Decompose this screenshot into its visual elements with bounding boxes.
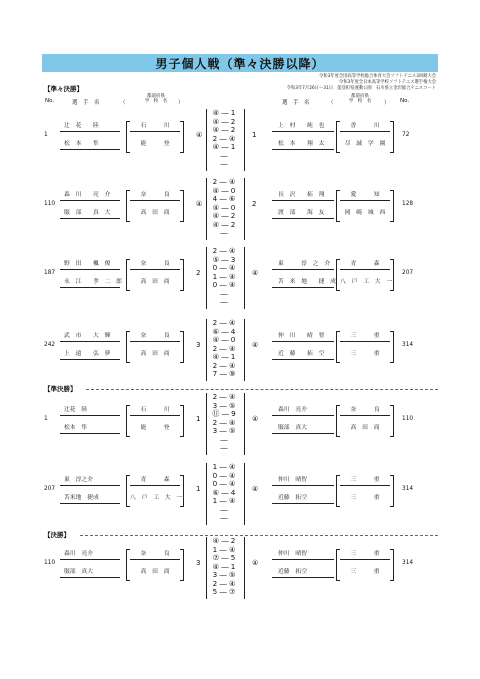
player-name-right-2: 苫 米 地 捷 成 bbox=[278, 279, 336, 285]
game-scores bbox=[208, 247, 240, 307]
game-score: ― bbox=[220, 150, 228, 160]
bracket-right bbox=[180, 259, 184, 291]
games-won-left: 1 bbox=[196, 415, 201, 423]
player-name-left-2: 永 江 孝 二 郎 bbox=[64, 279, 122, 285]
game-score: 1 ― ④ bbox=[212, 496, 236, 505]
games-won-left: 2 bbox=[196, 269, 201, 277]
name-underline bbox=[60, 269, 120, 270]
game-score: 0 ― ④ bbox=[212, 470, 236, 480]
header-player-left: 選 手 名 bbox=[72, 100, 100, 106]
game-score: 3 ― ⑤ bbox=[212, 570, 236, 579]
match-block bbox=[0, 319, 480, 383]
school-left: 八 戸 工 大 一 bbox=[130, 495, 183, 501]
school-right: 三 重 bbox=[350, 495, 380, 501]
name-underline bbox=[60, 359, 120, 360]
games-won-right: 1 bbox=[252, 131, 257, 139]
game-scores bbox=[208, 109, 240, 169]
name-underline bbox=[130, 485, 180, 486]
prefecture-left: 石 川 bbox=[140, 123, 170, 129]
school-left: 高 田 商 bbox=[140, 210, 170, 216]
section-semifinal: 【準決勝】 bbox=[44, 385, 77, 393]
bracket-right bbox=[390, 549, 394, 581]
match-block bbox=[0, 393, 480, 457]
name-underline bbox=[272, 218, 334, 219]
games-won-right: ④ bbox=[252, 559, 259, 567]
name-underline bbox=[340, 131, 390, 132]
name-underline bbox=[60, 341, 120, 342]
game-score: ④ ― 0 bbox=[212, 185, 236, 195]
score-bracket bbox=[206, 537, 207, 599]
game-score: ⑦ ― 5 bbox=[212, 553, 236, 562]
game-scores bbox=[208, 393, 240, 453]
school-left: 能 登 bbox=[140, 141, 170, 147]
bracket-right bbox=[180, 475, 184, 507]
seed-number-right: 314 bbox=[402, 486, 414, 492]
game-score: ― bbox=[220, 513, 228, 522]
game-score: ― bbox=[220, 443, 228, 452]
game-score: ④ ― 2 bbox=[212, 211, 236, 220]
game-score: ④ ― 1 bbox=[212, 142, 236, 151]
name-underline bbox=[340, 559, 390, 560]
name-underline bbox=[272, 269, 334, 270]
name-underline bbox=[340, 269, 390, 270]
seed-number-left: 242 bbox=[44, 342, 56, 348]
game-score: ④ ― 2 bbox=[212, 125, 236, 134]
game-score: 0 ― ④ bbox=[212, 263, 236, 272]
games-won-right: ④ bbox=[252, 485, 259, 493]
player-name-right-1: 仲川 晴智 bbox=[278, 477, 307, 483]
player-name-left-2: 松本 隼 bbox=[64, 425, 88, 431]
game-score: ⑪ ― 9 bbox=[212, 409, 236, 418]
player-name-right-1: 仲川 晴智 bbox=[278, 551, 307, 557]
player-name-right-2: 服部 真大 bbox=[278, 425, 307, 431]
player-name-right-2: 松 本 翔 太 bbox=[278, 141, 325, 147]
header-paren-close-right: ） bbox=[384, 100, 390, 106]
name-underline bbox=[272, 577, 334, 578]
header-pref-bottom-right: 学 校 名 bbox=[348, 99, 372, 104]
score-bracket bbox=[244, 393, 245, 455]
match-block bbox=[0, 537, 480, 601]
prefecture-left: 奈 良 bbox=[140, 333, 170, 339]
prefecture-left: 石 川 bbox=[140, 407, 170, 413]
player-name-left-1: 野 田 楓 俊 bbox=[64, 261, 111, 267]
name-underline bbox=[272, 359, 334, 360]
games-won-right: 2 bbox=[252, 200, 257, 208]
school-right: 八 戸 工 大 一 bbox=[340, 279, 393, 285]
game-score: ④ ― 0 bbox=[212, 202, 236, 212]
score-bracket bbox=[244, 537, 245, 599]
seed-number-right: 72 bbox=[402, 132, 410, 138]
player-name-right-2: 近藤 拓空 bbox=[278, 495, 307, 501]
prefecture-left: 奈 良 bbox=[140, 551, 170, 557]
meta-line-1: 令和3年度全国高等学校総合体育大会ソフトテニス3回競大会 bbox=[318, 74, 436, 79]
game-score: 2 ― ④ bbox=[212, 392, 236, 401]
school-right: 三 重 bbox=[350, 351, 380, 357]
game-score: 2 ― ④ bbox=[212, 578, 236, 588]
game-score: 2 ― ④ bbox=[212, 133, 236, 143]
name-underline bbox=[272, 287, 334, 288]
bracket-right bbox=[390, 259, 394, 291]
name-underline bbox=[130, 415, 180, 416]
name-underline bbox=[272, 341, 334, 342]
seed-number-right: 207 bbox=[402, 270, 414, 276]
bracket-right bbox=[180, 405, 184, 437]
game-scores bbox=[208, 178, 240, 238]
section-quarterfinal: 【準々決勝】 bbox=[44, 85, 83, 93]
prefecture-left: 奈 良 bbox=[140, 261, 170, 267]
name-underline bbox=[60, 559, 120, 560]
name-underline bbox=[340, 415, 390, 416]
header-pref-top-left: 都道府県 bbox=[147, 94, 165, 99]
meta-line-2: 令和3年度全日本高等学校ソフトテニス選手権大会 bbox=[338, 80, 436, 85]
bracket-right bbox=[180, 331, 184, 363]
player-name-left-1: 辻 花 陸 bbox=[64, 123, 99, 129]
game-score: ④ ― 2 bbox=[212, 536, 236, 545]
game-score: ― bbox=[220, 159, 228, 168]
game-score: 1 ― ④ bbox=[212, 462, 236, 471]
score-bracket bbox=[206, 319, 207, 381]
score-bracket bbox=[244, 319, 245, 381]
player-name-left-1: 東 淳之介 bbox=[64, 477, 93, 483]
name-underline bbox=[130, 341, 180, 342]
meta-line-3: 令和3年7月26日～31日 能登町県運動公園 石川県立金沢総合テニスコート bbox=[286, 86, 436, 91]
prefecture-right: 青 森 bbox=[350, 261, 380, 267]
bracket-right bbox=[390, 405, 394, 437]
match-block bbox=[0, 109, 480, 173]
header-pref-right bbox=[340, 94, 380, 104]
score-bracket bbox=[244, 463, 245, 525]
player-name-right-1: 長 沢 拓 翔 bbox=[278, 192, 325, 198]
player-name-right-1: 仲 川 晴 智 bbox=[278, 333, 325, 339]
header-no-left: No. bbox=[45, 98, 55, 104]
game-score: 2 ― ④ bbox=[212, 177, 236, 186]
name-underline bbox=[272, 433, 334, 434]
school-left: 能 登 bbox=[140, 425, 170, 431]
school-right: 高 田 商 bbox=[350, 425, 380, 431]
section-divider bbox=[86, 389, 438, 390]
seed-number-left: 187 bbox=[44, 270, 56, 276]
header-pref-bottom-left: 学 校 名 bbox=[144, 99, 168, 104]
score-bracket bbox=[206, 109, 207, 171]
header-paren-open-left: （ bbox=[120, 100, 126, 106]
seed-number-left: 110 bbox=[44, 201, 56, 207]
player-name-right-1: 上 村 純 也 bbox=[278, 123, 325, 129]
seed-number-right: 128 bbox=[402, 201, 414, 207]
game-score: ⑥ ― 4 bbox=[212, 487, 236, 497]
game-score: 2 ― ④ bbox=[212, 318, 236, 327]
name-underline bbox=[272, 131, 334, 132]
player-name-left-2: 松 本 隼 bbox=[64, 141, 99, 147]
seed-number-left: 1 bbox=[44, 416, 48, 422]
prefecture-right: 三 重 bbox=[350, 551, 380, 557]
bracket-right bbox=[180, 190, 184, 222]
header-pref-top-right: 都道府県 bbox=[351, 94, 369, 99]
game-score: ④ ― 1 bbox=[212, 108, 236, 117]
seed-number-left: 1 bbox=[44, 132, 48, 138]
school-right: 三 重 bbox=[350, 569, 380, 575]
game-score: 2 ― ④ bbox=[212, 343, 236, 353]
score-bracket bbox=[244, 247, 245, 309]
page-title: 男子個人戦（準々決勝以降） bbox=[155, 56, 325, 71]
name-underline bbox=[60, 485, 120, 486]
games-won-left: ④ bbox=[196, 131, 203, 139]
name-underline bbox=[130, 559, 180, 560]
prefecture-right: 奈 良 bbox=[350, 407, 380, 413]
prefecture-left: 奈 良 bbox=[140, 192, 170, 198]
name-underline bbox=[60, 200, 120, 201]
name-underline bbox=[60, 503, 120, 504]
school-left: 高 田 商 bbox=[140, 569, 170, 575]
game-score: ④ ― 0 bbox=[212, 335, 236, 344]
score-bracket bbox=[244, 178, 245, 240]
name-underline bbox=[272, 200, 334, 201]
header-paren-open-right: （ bbox=[328, 100, 334, 106]
game-score: ⑥ ― 4 bbox=[212, 326, 236, 336]
bracket-right bbox=[180, 121, 184, 153]
bracket-right bbox=[390, 475, 394, 507]
name-underline bbox=[272, 503, 334, 504]
name-underline bbox=[340, 485, 390, 486]
games-won-left: 1 bbox=[196, 485, 201, 493]
game-score: ― bbox=[220, 434, 228, 444]
games-won-right: ④ bbox=[252, 341, 259, 349]
game-score: 0 ― ④ bbox=[212, 280, 236, 289]
section-divider bbox=[80, 535, 438, 536]
game-score: 1 ― ④ bbox=[212, 271, 236, 281]
name-underline bbox=[340, 341, 390, 342]
seed-number-right: 314 bbox=[402, 560, 414, 566]
game-score: ④ ― 2 bbox=[212, 116, 236, 126]
game-score: 3 ― ⑤ bbox=[212, 426, 236, 435]
prefecture-right: 香 川 bbox=[350, 123, 380, 129]
game-scores bbox=[208, 463, 240, 523]
name-underline bbox=[60, 149, 120, 150]
player-name-right-2: 渡 部 海 友 bbox=[278, 210, 325, 216]
games-won-right: ④ bbox=[252, 269, 259, 277]
game-score: ― bbox=[220, 297, 228, 306]
game-score: 3 ― ⑤ bbox=[212, 400, 236, 410]
player-name-right-1: 森川 亮介 bbox=[278, 407, 307, 413]
bracket-right bbox=[390, 331, 394, 363]
name-underline bbox=[272, 485, 334, 486]
seed-number-right: 110 bbox=[402, 416, 414, 422]
name-underline bbox=[60, 218, 120, 219]
title-banner bbox=[42, 54, 438, 72]
header-pref-left bbox=[136, 94, 176, 104]
game-scores bbox=[208, 537, 240, 597]
game-score: ― bbox=[220, 504, 228, 514]
player-name-left-1: 森川 亮介 bbox=[64, 551, 93, 557]
games-won-left: ④ bbox=[196, 200, 203, 208]
school-right: 尽 誠 学 園 bbox=[344, 141, 386, 147]
game-score: 4 ― ⑥ bbox=[212, 194, 236, 203]
name-underline bbox=[340, 200, 390, 201]
games-won-right: ④ bbox=[252, 415, 259, 423]
name-underline bbox=[272, 415, 334, 416]
header-player-right: 選 手 名 bbox=[282, 100, 310, 106]
games-won-left: 3 bbox=[196, 341, 201, 349]
name-underline bbox=[272, 559, 334, 560]
game-score: 7 ― ⑨ bbox=[212, 369, 236, 378]
player-name-left-1: 辻花 陸 bbox=[64, 407, 88, 413]
player-name-left-1: 森 川 亮 介 bbox=[64, 192, 111, 198]
game-score: 2 ― ④ bbox=[212, 417, 236, 427]
game-score: 2 ― ④ bbox=[212, 246, 236, 255]
player-name-left-2: 上 遠 弘 夢 bbox=[64, 351, 111, 357]
game-score: ― bbox=[220, 288, 228, 298]
name-underline bbox=[272, 149, 334, 150]
game-score: ④ ― 1 bbox=[212, 352, 236, 361]
school-right: 岡 崎 城 西 bbox=[344, 210, 386, 216]
match-block bbox=[0, 247, 480, 311]
games-won-left: 3 bbox=[196, 559, 201, 567]
bracket-right bbox=[180, 549, 184, 581]
game-score: 5 ― ⑦ bbox=[212, 587, 236, 596]
match-block bbox=[0, 178, 480, 242]
player-name-left-2: 服 部 真 大 bbox=[64, 210, 111, 216]
prefecture-right: 三 重 bbox=[350, 477, 380, 483]
player-name-right-1: 東 淳 之 介 bbox=[278, 261, 331, 267]
game-score: ― bbox=[220, 228, 228, 237]
game-score: ④ ― 2 bbox=[212, 219, 236, 229]
school-left: 高 田 商 bbox=[140, 351, 170, 357]
seed-number-left: 207 bbox=[44, 486, 56, 492]
score-bracket bbox=[206, 393, 207, 455]
name-underline bbox=[60, 131, 120, 132]
prefecture-right: 愛 知 bbox=[350, 192, 380, 198]
name-underline bbox=[60, 577, 120, 578]
player-name-left-2: 服部 真大 bbox=[64, 569, 93, 575]
game-score: ④ ― 1 bbox=[212, 561, 236, 571]
header-paren-close-left: ） bbox=[178, 100, 184, 106]
section-final: 【決勝】 bbox=[44, 531, 70, 539]
name-underline bbox=[130, 200, 180, 201]
game-scores bbox=[208, 319, 240, 379]
header-no-right: No. bbox=[400, 98, 410, 104]
name-underline bbox=[60, 287, 120, 288]
match-block bbox=[0, 463, 480, 527]
name-underline bbox=[60, 415, 120, 416]
seed-number-right: 314 bbox=[402, 342, 414, 348]
player-name-right-2: 近藤 拓空 bbox=[278, 569, 307, 575]
game-score: 2 ― ④ bbox=[212, 360, 236, 370]
score-bracket bbox=[206, 247, 207, 309]
bracket-right bbox=[390, 121, 394, 153]
name-underline bbox=[60, 433, 120, 434]
game-score: 1 ― ④ bbox=[212, 544, 236, 554]
game-score: ⑤ ― 3 bbox=[212, 254, 236, 264]
player-name-right-2: 近 藤 拓 空 bbox=[278, 351, 325, 357]
game-score: 0 ― ④ bbox=[212, 479, 236, 488]
name-underline bbox=[130, 269, 180, 270]
score-bracket bbox=[244, 109, 245, 171]
name-underline bbox=[130, 131, 180, 132]
seed-number-left: 110 bbox=[44, 560, 56, 566]
prefecture-right: 三 重 bbox=[350, 333, 380, 339]
player-name-left-2: 苫米地 捷成 bbox=[64, 495, 99, 501]
prefecture-left: 青 森 bbox=[140, 477, 170, 483]
score-bracket bbox=[206, 463, 207, 525]
school-left: 高 田 商 bbox=[140, 279, 170, 285]
bracket-right bbox=[390, 190, 394, 222]
score-bracket bbox=[206, 178, 207, 240]
player-name-left-1: 武 市 大 輝 bbox=[64, 333, 111, 339]
